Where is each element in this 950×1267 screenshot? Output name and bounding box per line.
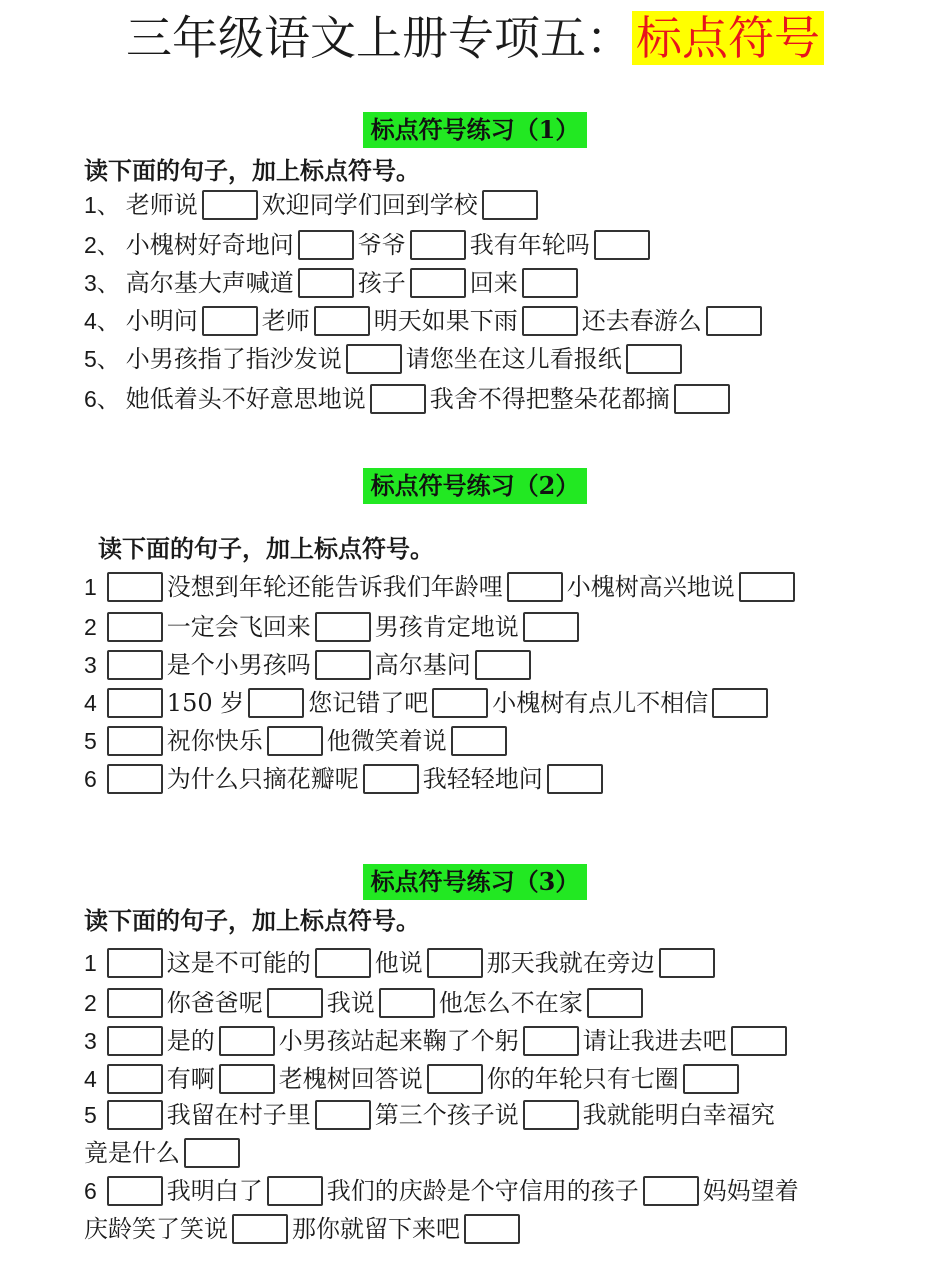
punctuation-blank-box[interactable] [107, 572, 163, 602]
punctuation-blank-box[interactable] [523, 612, 579, 642]
punctuation-blank-box[interactable] [107, 726, 163, 756]
exercise-line [84, 724, 511, 758]
punctuation-blank-box[interactable] [107, 988, 163, 1018]
section-heading-label: 标点符号练习（1） [363, 112, 588, 148]
punctuation-blank-box[interactable] [370, 384, 426, 414]
sentence-fragment: 孩子 [357, 269, 406, 297]
punctuation-blank-box[interactable] [674, 384, 730, 414]
punctuation-blank-box[interactable] [202, 190, 258, 220]
punctuation-blank-box[interactable] [363, 764, 419, 794]
line-number: 6 [84, 766, 97, 792]
section-heading [0, 112, 950, 148]
punctuation-blank-box[interactable] [107, 948, 163, 978]
line-number: 2、 [84, 232, 120, 258]
sentence-fragment: 妈妈望着 [702, 1177, 799, 1205]
punctuation-blank-box[interactable] [107, 1100, 163, 1130]
sentence-fragment: 小槐树有点儿不相信 [492, 689, 709, 717]
punctuation-blank-box[interactable] [482, 190, 538, 220]
section-heading-label: 标点符号练习（2） [363, 468, 588, 504]
line-number: 6、 [84, 386, 120, 412]
line-number: 3、 [84, 270, 120, 296]
punctuation-blank-box[interactable] [626, 344, 682, 374]
punctuation-blank-box[interactable] [219, 1026, 275, 1056]
sentence-fragment: 小槐树好奇地问 [125, 231, 294, 259]
punctuation-blank-box[interactable] [314, 306, 370, 336]
instruction-text: 读下面的句子，加上标点符号。 [84, 906, 420, 935]
line-number: 2 [84, 990, 97, 1016]
punctuation-blank-box[interactable] [507, 572, 563, 602]
line-number: 5、 [84, 346, 120, 372]
line-number: 1 [84, 950, 97, 976]
exercise-line [84, 188, 542, 222]
exercise-line [84, 1062, 743, 1096]
sentence-fragment: 请您坐在这儿看报纸 [405, 345, 622, 373]
punctuation-blank-box[interactable] [451, 726, 507, 756]
line-number: 4 [84, 1066, 97, 1092]
line-number: 5 [84, 1102, 97, 1128]
section-heading [0, 864, 950, 900]
punctuation-blank-box[interactable] [683, 1064, 739, 1094]
sentence-fragment: 那你就留下来吧 [292, 1215, 460, 1243]
section-heading [0, 468, 950, 504]
line-number: 1 [84, 574, 97, 600]
sentence-fragment: 老师 [261, 307, 310, 335]
line-number: 3 [84, 652, 97, 678]
punctuation-blank-box[interactable] [410, 268, 466, 298]
punctuation-blank-box[interactable] [107, 650, 163, 680]
punctuation-blank-box[interactable] [731, 1026, 787, 1056]
sentence-fragment: 一定会飞回来 [166, 613, 311, 641]
sentence-fragment: 我就能明白幸福究 [582, 1101, 775, 1129]
punctuation-blank-box[interactable] [267, 988, 323, 1018]
punctuation-blank-box[interactable] [594, 230, 650, 260]
punctuation-blank-box[interactable] [522, 268, 578, 298]
sentence-fragment: 您记错了吧 [308, 689, 429, 717]
section-heading-label: 标点符号练习（3） [363, 864, 588, 900]
exercise-line [84, 1024, 791, 1058]
punctuation-blank-box[interactable] [315, 650, 371, 680]
sentence-fragment: 他微笑着说 [326, 727, 447, 755]
sentence-fragment: 请让我进去吧 [582, 1027, 727, 1055]
punctuation-blank-box[interactable] [427, 1064, 483, 1094]
sentence-fragment: 回来 [469, 269, 518, 297]
exercise-line [84, 304, 766, 338]
sentence-fragment: 祝你快乐 [166, 727, 263, 755]
punctuation-blank-box[interactable] [107, 688, 163, 718]
sentence-fragment: 我说 [326, 989, 375, 1017]
sentence-fragment: 小槐树高兴地说 [566, 573, 735, 601]
line-number: 4、 [84, 308, 120, 334]
sentence-fragment: 我明白了 [166, 1177, 263, 1205]
sentence-fragment: 庆龄笑了笑说 [84, 1215, 228, 1243]
punctuation-blank-box[interactable] [587, 988, 643, 1018]
line-number: 5 [84, 728, 97, 754]
sentence-fragment: 高尔基大声喊道 [125, 269, 294, 297]
sentence-fragment: 爷爷 [357, 231, 406, 259]
sentence-fragment: 小男孩站起来鞠了个躬 [278, 1027, 519, 1055]
sentence-fragment: 是的 [166, 1027, 215, 1055]
punctuation-blank-box[interactable] [523, 1026, 579, 1056]
sentence-fragment: 那天我就在旁边 [486, 949, 655, 977]
sentence-fragment: 欢迎同学们回到学校 [261, 191, 478, 219]
exercise-line [84, 1212, 524, 1246]
exercise-line [84, 1174, 799, 1208]
sentence-fragment: 明天如果下雨 [373, 307, 518, 335]
punctuation-blank-box[interactable] [298, 268, 354, 298]
line-number: 2 [84, 614, 97, 640]
punctuation-blank-box[interactable] [219, 1064, 275, 1094]
punctuation-blank-box[interactable] [107, 1064, 163, 1094]
exercise-line [84, 382, 734, 416]
page-title [0, 6, 950, 70]
exercise-line [84, 986, 647, 1020]
punctuation-blank-box[interactable] [643, 1176, 699, 1206]
exercise-line [84, 648, 535, 682]
exercise-line [84, 1136, 244, 1170]
exercise-line [84, 686, 772, 720]
punctuation-blank-box[interactable] [706, 306, 762, 336]
punctuation-blank-box[interactable] [107, 612, 163, 642]
title-main: 三年级语文上册专项五： [126, 11, 632, 65]
punctuation-blank-box[interactable] [410, 230, 466, 260]
sentence-fragment: 我轻轻地问 [422, 765, 543, 793]
punctuation-blank-box[interactable] [202, 306, 258, 336]
sentence-fragment: 我有年轮吗 [469, 231, 590, 259]
exercise-line [84, 266, 582, 300]
punctuation-blank-box[interactable] [267, 1176, 323, 1206]
sentence-fragment: 还去春游么 [581, 307, 702, 335]
sentence-fragment: 他怎么不在家 [438, 989, 583, 1017]
punctuation-blank-box[interactable] [547, 764, 603, 794]
punctuation-blank-box[interactable] [432, 688, 488, 718]
exercise-line [84, 228, 654, 262]
punctuation-blank-box[interactable] [107, 1026, 163, 1056]
punctuation-blank-box[interactable] [659, 948, 715, 978]
title-highlight: 标点符号 [632, 11, 824, 65]
sentence-fragment: 高尔基问 [374, 651, 471, 679]
sentence-fragment: 是个小男孩吗 [166, 651, 311, 679]
punctuation-blank-box[interactable] [315, 1100, 371, 1130]
sentence-fragment: 第三个孩子说 [374, 1101, 519, 1129]
punctuation-blank-box[interactable] [107, 764, 163, 794]
sentence-fragment: 竟是什么 [84, 1139, 180, 1167]
punctuation-blank-box[interactable] [315, 948, 371, 978]
sentence-fragment: 他说 [374, 949, 423, 977]
line-number: 4 [84, 690, 97, 716]
punctuation-blank-box[interactable] [712, 688, 768, 718]
sentence-fragment: 她低着头不好意思地说 [125, 385, 366, 413]
sentence-fragment: 我们的庆龄是个守信用的孩子 [326, 1177, 639, 1205]
sentence-fragment: 150 岁 [166, 689, 245, 717]
punctuation-blank-box[interactable] [346, 344, 402, 374]
punctuation-blank-box[interactable] [379, 988, 435, 1018]
instruction-text: 读下面的句子，加上标点符号。 [98, 534, 434, 563]
punctuation-blank-box[interactable] [184, 1138, 240, 1168]
sentence-fragment: 你的年轮只有七圈 [486, 1065, 679, 1093]
punctuation-blank-box[interactable] [107, 1176, 163, 1206]
sentence-fragment: 你爸爸呢 [166, 989, 263, 1017]
sentence-fragment: 没想到年轮还能告诉我们年龄哩 [166, 573, 503, 601]
sentence-fragment: 我留在村子里 [166, 1101, 311, 1129]
line-number: 1、 [84, 192, 120, 218]
sentence-fragment: 男孩肯定地说 [374, 613, 519, 641]
sentence-fragment: 这是不可能的 [166, 949, 311, 977]
punctuation-blank-box[interactable] [248, 688, 304, 718]
punctuation-blank-box[interactable] [739, 572, 795, 602]
punctuation-blank-box[interactable] [232, 1214, 288, 1244]
punctuation-blank-box[interactable] [464, 1214, 520, 1244]
exercise-line [84, 1098, 775, 1132]
punctuation-blank-box[interactable] [523, 1100, 579, 1130]
sentence-fragment: 小男孩指了指沙发说 [125, 345, 342, 373]
line-number: 6 [84, 1178, 97, 1204]
sentence-fragment: 有啊 [166, 1065, 215, 1093]
punctuation-blank-box[interactable] [475, 650, 531, 680]
sentence-fragment: 老槐树回答说 [278, 1065, 423, 1093]
exercise-line [84, 570, 799, 604]
exercise-line [84, 762, 607, 796]
punctuation-blank-box[interactable] [427, 948, 483, 978]
exercise-line [84, 610, 583, 644]
punctuation-blank-box[interactable] [298, 230, 354, 260]
exercise-line [84, 342, 686, 376]
instruction-text: 读下面的句子，加上标点符号。 [84, 156, 420, 185]
punctuation-blank-box[interactable] [522, 306, 578, 336]
exercise-line [84, 946, 719, 980]
sentence-fragment: 老师说 [125, 191, 198, 219]
punctuation-blank-box[interactable] [315, 612, 371, 642]
sentence-fragment: 我舍不得把整朵花都摘 [429, 385, 670, 413]
sentence-fragment: 为什么只摘花瓣呢 [166, 765, 359, 793]
line-number: 3 [84, 1028, 97, 1054]
punctuation-blank-box[interactable] [267, 726, 323, 756]
sentence-fragment: 小明问 [125, 307, 198, 335]
